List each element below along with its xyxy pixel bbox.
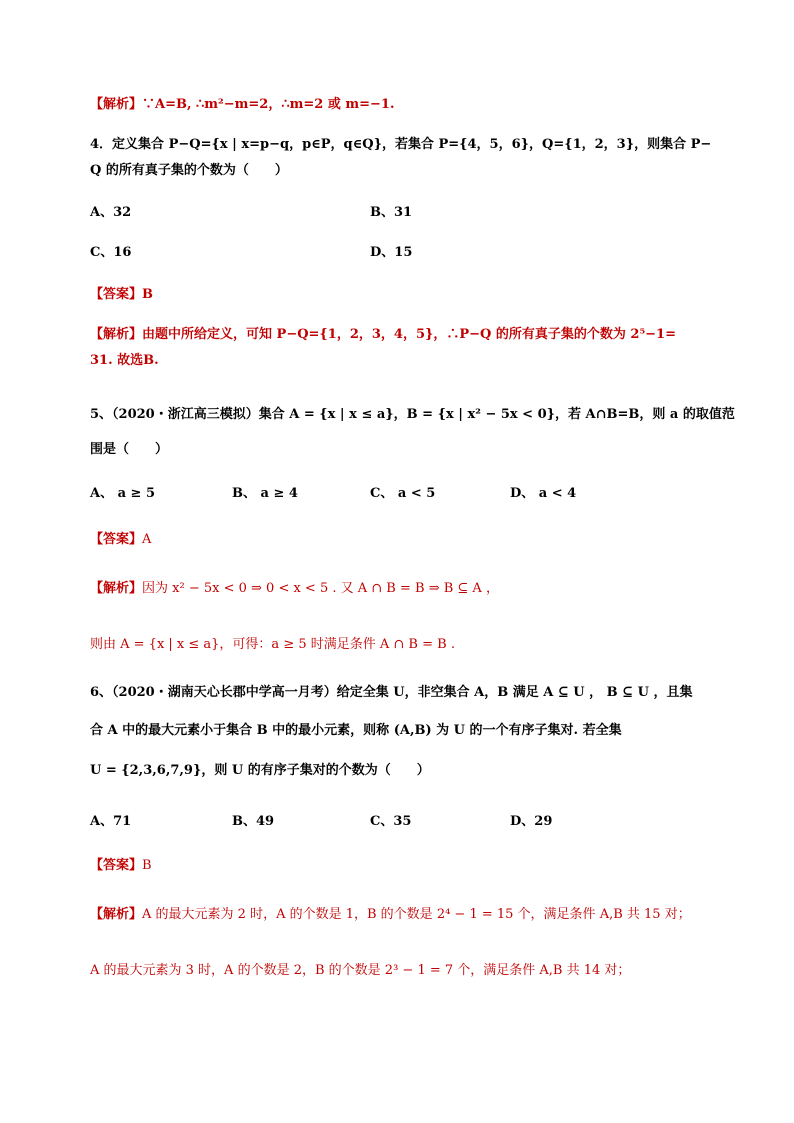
- analysis-tag: 【解析】: [90, 907, 143, 922]
- q5-answer: A: [142, 532, 152, 547]
- q6-stem-line3: U = {2,3,6,7,9}，则 U 的有序子集对的个数为（ ）: [90, 763, 430, 778]
- answer-tag: 【答案】: [90, 858, 143, 873]
- q5-stem-line2: 围是（ ）: [90, 442, 169, 457]
- analysis-tag: 【解析】: [90, 581, 143, 596]
- q6-option-a: A、71: [90, 814, 132, 829]
- q5-analysis-line2: 则由 A = {x | x ≤ a}，可得：a ≥ 5 时满足条件 A ∩ B = B .: [90, 637, 455, 652]
- q4-option-b: B、31: [370, 205, 413, 220]
- q5-analysis-text1: 因为 x² − 5x < 0 ⇒ 0 < x < 5 . 又 A ∩ B = B ⇒ B ⊆ A ，: [142, 581, 499, 596]
- q4-option-c: C、16: [90, 245, 132, 260]
- q5-option-c: C、 a < 5: [370, 486, 436, 501]
- q5-answer-line: [90, 531, 151, 549]
- q6-option-c: C、35: [370, 814, 412, 829]
- prev-analysis-text: ∵A=B, ∴m²−m=2，∴m=2 或 m=−1.: [142, 97, 395, 112]
- q6-answer-line: [90, 857, 152, 875]
- q4-answer: B: [142, 287, 154, 302]
- q6-answer: B: [142, 858, 152, 873]
- q6-stem-line2: 合 A 中的最大元素小于集合 B 中的最小元素，则称 (A,B) 为 U 的一个有序子集对. 若全集: [90, 723, 622, 738]
- q6-analysis-line2: A 的最大元素为 3 时，A 的个数是 2，B 的个数是 2³ − 1 = 7 个，满足条件 A,B 共 14 对；: [90, 963, 631, 978]
- q6-option-d: D、29: [510, 814, 553, 829]
- q4-answer-line: [90, 286, 153, 304]
- q5-option-d: D、 a < 4: [510, 486, 577, 501]
- q4-option-a: A、32: [90, 205, 132, 220]
- q5-option-a: A、 a ≥ 5: [90, 486, 156, 501]
- q6-analysis-line1: [90, 906, 691, 924]
- q5-option-b: B、 a ≥ 4: [232, 486, 298, 501]
- q5-stem-line1: 5、（2020・浙江高三模拟）集合 A = {x | x ≤ a}，B = {x | x² − 5x < 0}，若 A∩B=B，则 a 的取值范: [90, 407, 735, 422]
- q4-stem-line2: Q 的所有真子集的个数为（ ）: [90, 163, 288, 178]
- q4-analysis-text1: 由题中所给定义，可知 P−Q={1，2，3，4，5}，∴P−Q 的所有真子集的个数为 2⁵−1=: [142, 327, 676, 342]
- q6-stem-line1: 6、（2020・湖南天心长郡中学高一月考）给定全集 U，非空集合 A，B 满足 A ⊆ U ， B ⊆ U ，且集: [90, 685, 693, 700]
- q4-analysis-line1: [90, 326, 676, 344]
- analysis-tag: 【解析】: [90, 327, 143, 342]
- q4-option-d: D、15: [370, 245, 413, 260]
- answer-tag: 【答案】: [90, 287, 143, 302]
- analysis-tag: 【解析】: [90, 97, 143, 112]
- q4-stem-line1: 4．定义集合 P−Q={x | x=p−q，p∈P，q∈Q}，若集合 P={4，5，6}，Q={1，2，3}，则集合 P−: [90, 137, 712, 152]
- prev-analysis-line: [90, 96, 394, 114]
- q4-analysis-line2: 31. 故选B.: [90, 353, 159, 368]
- q5-analysis-line1: [90, 580, 499, 598]
- q6-option-b: B、49: [232, 814, 275, 829]
- answer-tag: 【答案】: [90, 532, 143, 547]
- q6-analysis-text1: A 的最大元素为 2 时，A 的个数是 1，B 的个数是 2⁴ − 1 = 15 个，满足条件 A,B 共 15 对；: [142, 907, 691, 922]
